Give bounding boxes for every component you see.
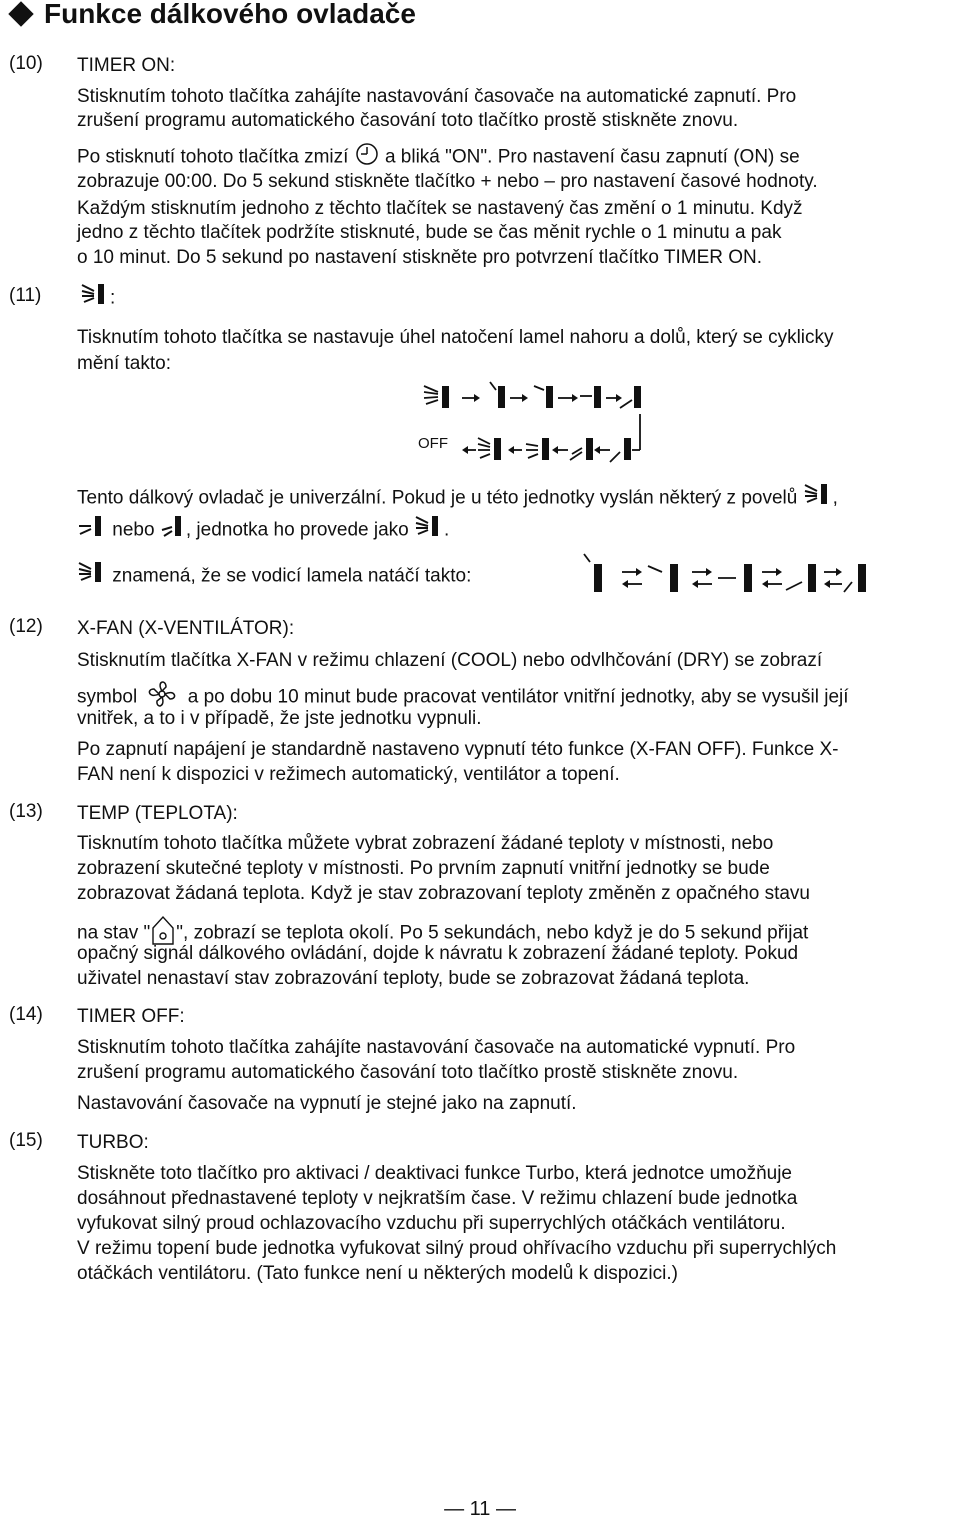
section-number: (15) — [9, 1130, 43, 1151]
text-fragment: . — [444, 519, 450, 541]
paragraph-line: dosáhnout přednastavené teploty v nejkratším čase. V režimu chlazení bude jednotka — [77, 1188, 798, 1209]
text-fragment: a po dobu 10 minut bude pracovat ventilátor vnitřní jednotky, aby se vysušil její — [187, 686, 849, 708]
page-title-text: Funkce dálkového ovladače — [44, 0, 416, 29]
section-number: (10) — [9, 53, 43, 74]
paragraph-line: Stisknutím tohoto tlačítka zahájíte nastavování časovače na automatické vypnutí. Pro — [77, 1037, 796, 1058]
paragraph-line: Stiskněte toto tlačítko pro aktivaci / deaktivaci funkce Turbo, která jednotce umožňuje — [77, 1163, 792, 1184]
swing-icon — [80, 282, 110, 315]
text-fragment: a bliká "ON". Pro nastavení času zapnutí (ON) se — [384, 146, 800, 168]
text-fragment: znamená, že se vodicí lamela natáčí takto: — [112, 565, 472, 587]
paragraph-line: V režimu topení bude jednotka vyfukovat silný proud ohřívacího vzduchu při superrychlých — [77, 1238, 837, 1259]
section-number: (12) — [9, 616, 43, 637]
swing-sequence-diagram — [580, 552, 870, 598]
text-fragment: nebo — [112, 519, 155, 541]
paragraph-line: Tisknutím tohoto tlačítka se nastavuje úhel natočení lamel nahoru a dolů, který se cyklicky — [77, 327, 834, 348]
section-heading: TIMER OFF: — [77, 1006, 185, 1027]
text-fragment: symbol — [77, 686, 138, 708]
paragraph-line: mění takto: — [77, 353, 171, 374]
swing-cycle-diagram — [410, 374, 650, 470]
paragraph-line — [77, 482, 838, 515]
paragraph-line: Tisknutím tohoto tlačítka můžete vybrat zobrazení žádané teploty v místnosti, nebo — [77, 833, 774, 854]
paragraph-line: zobrazení skutečné teploty v místnosti. Po prvním zapnutí vnitřní jednotky se bude — [77, 858, 770, 879]
section-number: (13) — [9, 801, 43, 822]
paragraph-line: vyfukovat silný proud ochlazovacího vzduchu při superrychlých otáčkách ventilátoru. — [77, 1213, 786, 1234]
paragraph-line: Nastavování časovače na vypnutí je stejné jako na zapnutí. — [77, 1093, 577, 1114]
swing-icon — [414, 514, 444, 547]
paragraph-line: FAN není k dispozici v režimech automatický, ventilátor a topení. — [77, 764, 620, 785]
text-fragment: na stav " — [77, 922, 151, 944]
paragraph-line — [77, 560, 471, 593]
swing-icon — [77, 560, 107, 593]
paragraph-line: zobrazuje 00:00. Do 5 sekund stiskněte tlačítko + nebo – pro nastavení časové hodnoty. — [77, 171, 818, 192]
paragraph-line: vnitřek, a to i v případě, že jste jednotku vypnuli. — [77, 708, 482, 729]
swing-colon: : — [110, 287, 116, 309]
paragraph-line: Každým stisknutím jednoho z těchto tlačítek se nastavený čas změní o 1 minutu. Když — [77, 198, 803, 219]
paragraph-line: zobrazovat žádaná teplota. Když je stav zobrazovaní teploty změněn z opačného stavu — [77, 883, 811, 904]
section-number: (14) — [9, 1004, 43, 1025]
louver-down-icon — [77, 514, 107, 547]
swing-icon — [803, 482, 833, 515]
text-fragment: ", zobrazí se teplota okolí. Po 5 sekundách, nebo když je do 5 sekund přijat — [176, 922, 809, 944]
paragraph-line: uživatel nenastaví stav zobrazování teploty, bude se zobrazovat žádaná teplota. — [77, 968, 750, 989]
louver-low-icon — [160, 514, 186, 547]
diamond-bullet-icon — [8, 1, 33, 26]
section-heading: TEMP (TEPLOTA): — [77, 803, 238, 824]
text-fragment: , jednotka ho provede jako — [185, 519, 409, 541]
louver-position-icon — [424, 386, 449, 408]
section-heading — [80, 282, 115, 315]
off-label: OFF — [418, 435, 448, 452]
paragraph-line: jedno z těchto tlačítek podržíte stisknuté, bude se čas měnit rychle o 1 minutu a pak — [77, 222, 782, 243]
page-number: — 11 — — [444, 1498, 516, 1520]
paragraph-line: zrušení programu automatického časování toto tlačítko prostě stiskněte znovu. — [77, 1062, 739, 1083]
paragraph-line: otáčkách ventilátoru. (Tato funkce není u některých modelů k dispozici.) — [77, 1263, 678, 1284]
section-heading: X-FAN (X-VENTILÁTOR): — [77, 618, 295, 639]
paragraph-line: Stisknutím tlačítka X-FAN v režimu chlazení (COOL) nebo odvlhčování (DRY) se zobrazí — [77, 650, 823, 671]
paragraph-line: o 10 minut. Do 5 sekund po nastavení stiskněte pro potvrzení tlačítko TIMER ON. — [77, 247, 763, 268]
text-fragment: Po stisknutí tohoto tlačítka zmizí — [77, 146, 349, 168]
section-number: (11) — [9, 285, 42, 306]
paragraph-line: opačný signál dálkového ovládání, dojde k návratu k zobrazení žádané teploty. Pokud — [77, 943, 799, 964]
paragraph-line — [77, 514, 449, 547]
section-heading: TIMER ON: — [77, 55, 176, 76]
paragraph-line: Stisknutím tohoto tlačítka zahájíte nastavování časovače na automatické zapnutí. Pro — [77, 86, 797, 107]
text-fragment: , — [832, 487, 838, 509]
paragraph-line: zrušení programu automatického časování toto tlačítko prostě stiskněte znovu. — [77, 110, 739, 131]
paragraph-line: Po zapnutí napájení je standardně nastaveno vypnutí této funkce (X-FAN OFF). Funkce X- — [77, 739, 839, 760]
text-fragment: Tento dálkový ovladač je univerzální. Pokud je u této jednotky vyslán některý z povelů — [77, 487, 798, 509]
page-title — [6, 0, 416, 30]
section-heading: TURBO: — [77, 1132, 149, 1153]
